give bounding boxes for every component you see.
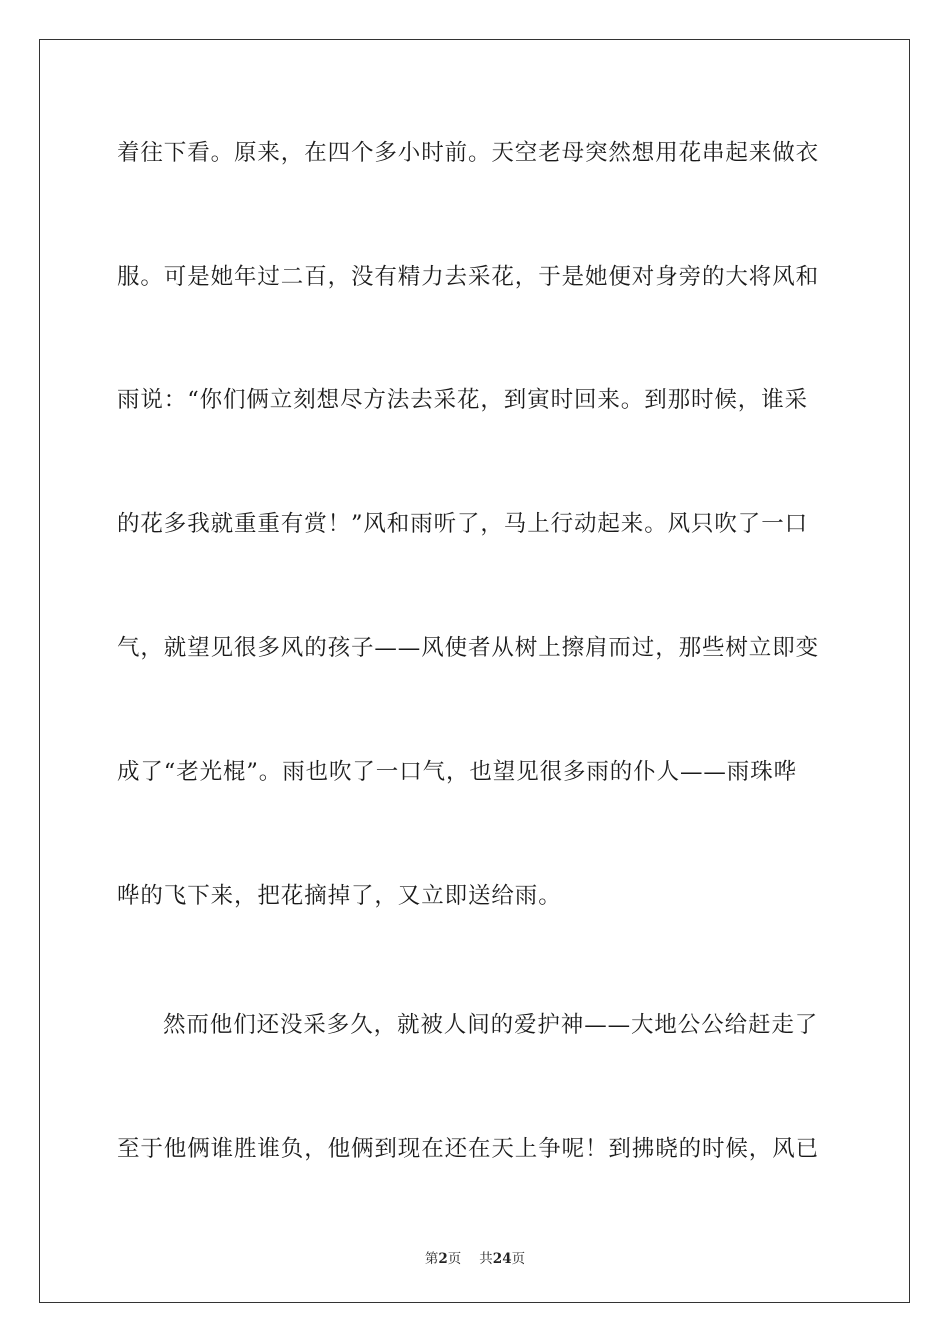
page-prefix: 第 xyxy=(424,1251,439,1267)
text-line: 着往下看。原来，在四个多小时前。天空老母突然想用花串起来做衣 xyxy=(117,140,820,166)
text-line: 至于他俩谁胜谁负，他俩到现在还在天上争呢！到拂晓的时候，风已 xyxy=(117,1136,820,1162)
text-line: 哗的飞下来，把花摘掉了，又立即送给雨。 xyxy=(117,883,562,909)
total-suffix: 页 xyxy=(511,1251,526,1267)
text-line: 服。可是她年过二百，没有精力去采花，于是她便对身旁的大将风和 xyxy=(117,264,820,290)
page-footer xyxy=(0,1247,950,1267)
text-line: 成了“老光棍”。雨也吹了一口气，也望见很多雨的仆人——雨珠哗 xyxy=(117,759,798,785)
total-page-count: 24 xyxy=(492,1251,512,1267)
current-page-number: 2 xyxy=(438,1251,448,1267)
text-line: 气，就望见很多风的孩子——风使者从树上擦肩而过，那些树立即变 xyxy=(117,635,820,661)
text-line: 的花多我就重重有赏！”风和雨听了，马上行动起来。风只吹了一口 xyxy=(117,511,809,537)
page-border xyxy=(39,39,910,1303)
text-line: 雨说：“你们俩立刻想尽方法去采花，到寅时回来。到那时候，谁采 xyxy=(117,387,809,413)
text-line-indented: 然而他们还没采多久，就被人间的爱护神——大地公公给赶走了 xyxy=(163,1012,819,1038)
total-prefix: 共 xyxy=(479,1251,493,1267)
page-suffix: 页 xyxy=(447,1251,462,1267)
